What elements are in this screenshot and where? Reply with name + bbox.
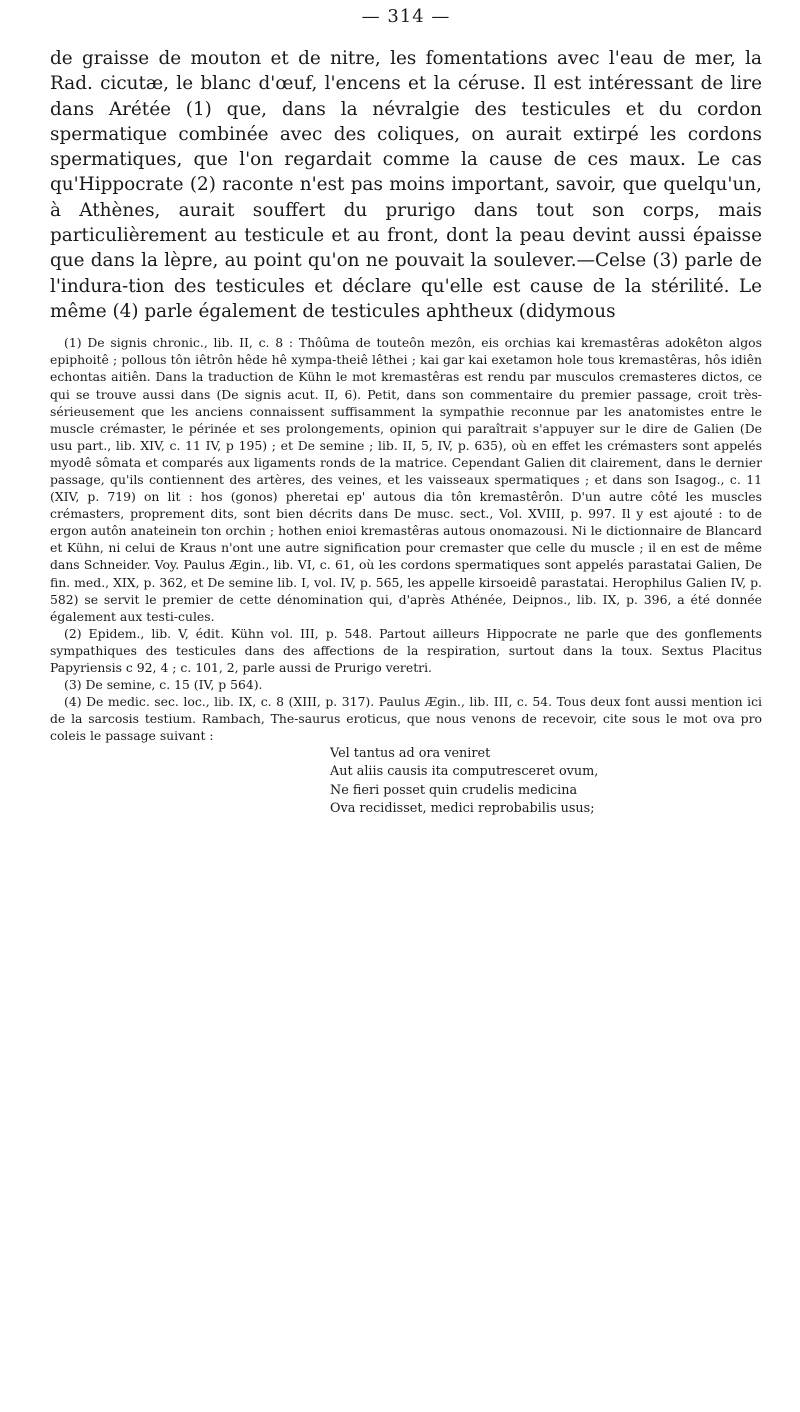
footnote-3: (3) De semine, c. 15 (IV, p 564). [64, 677, 263, 693]
footnote-1: (1) De signis chronic., lib. II, c. 8 : Thôûma de touteôn mezôn, eis orchias kai kremastêras adokêton algos epiphoitê ; pollous tôn iêtrôn hêde hê xympa-theiê lêthei ; kai gar kai exetamon hole tous kremastêras, hôs idiên echontas aitiên. Dans la traduction de Kühn le mot kremastêras est rendu par musculos cremasteres dictos, ce qui se trouve aussi dans (De signis acut. II, 6). Petit, dans son commentaire du premier passage, croit très-sérieusement que les anciens connaissent suffisamment la sympathie reconnue par les anatomistes entre le muscle crémaster, le périnée et ses prolongements, opinion qui paraîtrait s'appuyer sur le dire de Galien (De usu part., lib. XIV, c. 11 IV, p 195) ; et De semine ; lib. II, 5, IV, p. 635), où en effet les crémasters sont appelés myodê sômata et comparés aux ligaments ronds de la matrice. Cependant Galien dit clairement, dans le dernier passage, qu'ils contiennent des artères, des veines, et les vaisseaux spermatiques ; et dans son Isagog., c. 11 (XIV, p. 719) on lit : hos (gonos) pheretai ep' autous dia tôn kremastêrôn. D'un autre côté les muscles crémasters, proprement dits, sont bien décrits dans De musc. sect., Vol. XVIII, p. 997. Il y est ajouté : to de ergon autôn anateinein ton orchin ; hothen enioi kremastêras autous onomazousi. Ni le dictionnaire de Blancard et Kühn, ni celui de Kraus n'ont une autre signification pour cremaster que celle du muscle ; il en est de même dans Schneider. Voy. Paulus Ægin., lib. VI, c. 61, où les cordons spermatiques sont appelés parastatai Galien, De fin. med., XIX, p. 362, et De semine lib. I, vol. IV, p. 565, les appelle kirsoeidê parastatai. Herophilus Galien IV, p. 582) se servit le premier de cette dénomination qui, d'après Athénée, Deipnos., lib. IX, p. 396, a été donnée également aux testi-cules. [50, 335, 762, 624]
footnotes [50, 334, 762, 819]
verse-line: Aut aliis causis ita computresceret ovum, [330, 764, 599, 780]
verse-line: Ne fieri posset quin crudelis medicina [330, 782, 578, 798]
verse-line: Vel tantus ad ora veniret [330, 745, 491, 761]
footnote-4: (4) De medic. sec. loc., lib. IX, c. 8 (XIII, p. 317). Paulus Ægin., lib. III, c. 54. Tous deux font aussi mention ici de la sarcosis testium. Rambach, The-saurus eroticus, que nous venons de recevoir, cite sous le mot ova pro coleis le passage suivant : [50, 694, 762, 744]
main-text [50, 46, 762, 324]
page-number: — 314 — [361, 6, 451, 27]
footnote-2: (2) Epidem., lib. V, édit. Kühn vol. III, p. 548. Partout ailleurs Hippocrate ne parle que des gonflements sympathiques des testicules dans des affections de la respiration, surtout dans la toux. Sextus Placitus Papyriensis c 92, 4 ; c. 101, 2, parle aussi de Prurigo veretri. [50, 625, 762, 676]
body-paragraph: de graisse de mouton et de nitre, les fomentations avec l'eau de mer, la Rad. cicutæ, le blanc d'œuf, l'encens et la céruse. Il est intéressant de lire dans Arétée (1) que, dans la névralgie des testicules et du cordon spermatique combinée avec des coliques, on aurait extirpé les cordons spermatiques, que l'on regardait comme la cause de ces maux. Le cas qu'Hippocrate (2) raconte n'est pas moins important, savoir, que quelqu'un, à Athènes, aurait souffert du prurigo dans tout son corps, mais particulièrement au testicule et au front, dont la peau devint aussi épaisse que dans la lèpre, au point qu'on ne pouvait la soulever.—Celse (3) parle de l'indura-tion des testicules et déclare qu'elle est cause de la stérilité. Le même (4) parle également de testicules aphtheux (didymous [50, 48, 762, 322]
verse-line: Ova recidisset, medici reprobabilis usus; [330, 801, 595, 817]
